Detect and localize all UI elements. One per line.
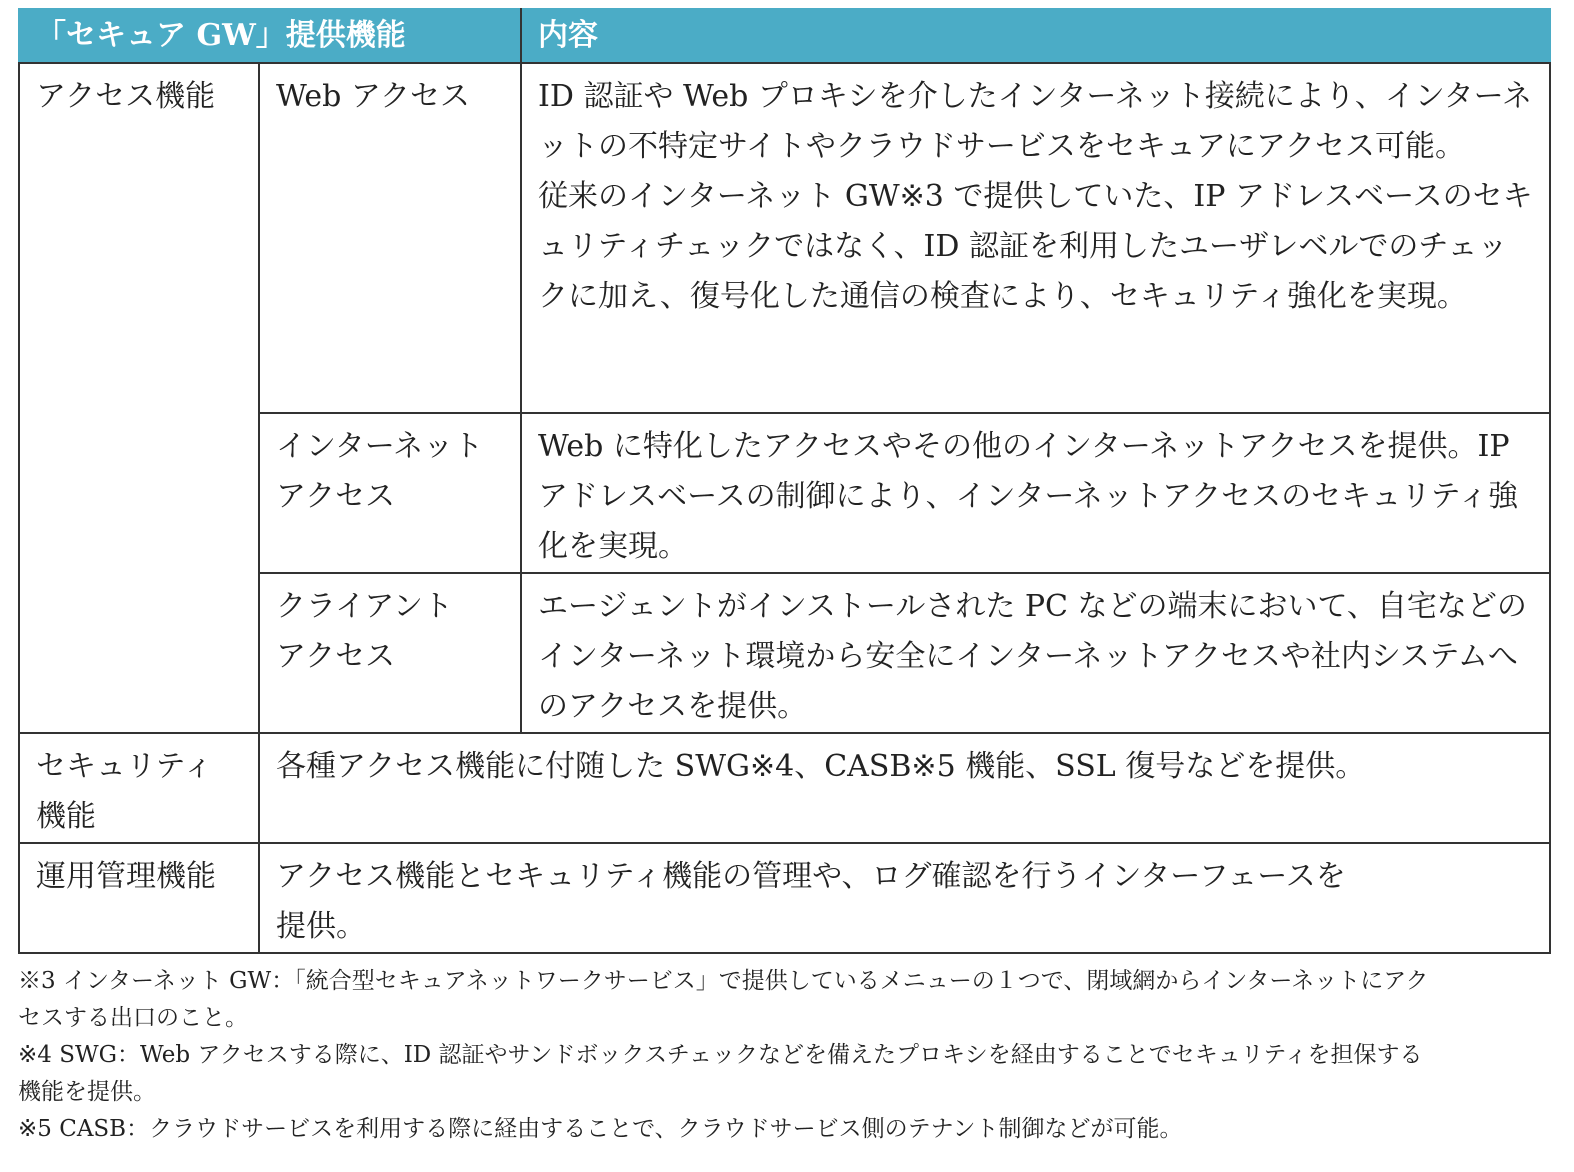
desc-web-access [521, 63, 1550, 413]
feature-table [18, 8, 1551, 954]
header-feature: 「セキュア GW」提供機能 [19, 9, 521, 63]
desc-ops [259, 843, 1550, 953]
footnote-4: ※4 SWG：Web アクセスする際に、ID 認証やサンドボックスチェックなどを備えたプロキシを経由することでセキュリティを担保する機能を提供。 [18, 1042, 1423, 1105]
subfeature-client-access-line2: アクセス [276, 639, 396, 674]
subfeature-internet-access-line2: アクセス [276, 479, 396, 514]
table-row-ops [19, 843, 1550, 953]
subfeature-web-access: Web アクセス [259, 63, 521, 413]
table-row-web-access [19, 63, 1550, 413]
subfeature-client-access-line1: クライアント [276, 589, 453, 624]
category-ops: 運用管理機能 [19, 843, 259, 953]
footnote-5: ※5 CASB：クラウドサービスを利用する際に経由することで、クラウドサービス側のテナント制御などが可能。 [18, 1116, 1183, 1142]
footnote-3: ※3 インターネット GW：「統合型セキュアネットワークサービス」で提供しているメニューの１つで、閉域網からインターネットにアクセスする出口のこと。 [18, 968, 1429, 1031]
category-access: アクセス機能 [19, 63, 259, 733]
subfeature-internet-access-line1: インターネット [276, 429, 484, 464]
table-header-row [19, 9, 1550, 63]
subfeature-client-access [259, 573, 521, 733]
desc-ops-line1: アクセス機能とセキュリティ機能の管理や、ログ確認を行うインターフェースを [276, 859, 1346, 894]
header-content: 内容 [521, 9, 1550, 63]
category-security [19, 733, 259, 843]
table-row-security [19, 733, 1550, 843]
category-security-line1: セキュリティ [36, 749, 213, 784]
footnotes [18, 963, 1438, 1148]
desc-internet-access: Web に特化したアクセスやその他のインターネットアクセスを提供。IP アドレスベースの制御により、インターネットアクセスのセキュリティ強化を実現。 [521, 413, 1550, 573]
category-security-line2: 機能 [36, 799, 96, 834]
subfeature-internet-access [259, 413, 521, 573]
desc-ops-line2: 提供。 [276, 909, 366, 944]
desc-client-access: エージェントがインストールされた PC などの端末において、自宅などのインターネット環境から安全にインターネットアクセスや社内システムへのアクセスを提供。 [521, 573, 1550, 733]
desc-web-access-p2: 従来のインターネット GW※3 で提供していた、IP アドレスベースのセキュリティチェックではなく、ID 認証を利用したユーザレベルでのチェックに加え、復号化した通信の検査により、セキュリティ強化を実現。 [538, 179, 1533, 314]
desc-web-access-p1: ID 認証や Web プロキシを介したインターネット接続により、インターネットの不特定サイトやクラウドサービスをセキュアにアクセス可能。 [538, 79, 1533, 164]
desc-security: 各種アクセス機能に付随した SWG※4、CASB※5 機能、SSL 復号などを提供。 [259, 733, 1550, 843]
